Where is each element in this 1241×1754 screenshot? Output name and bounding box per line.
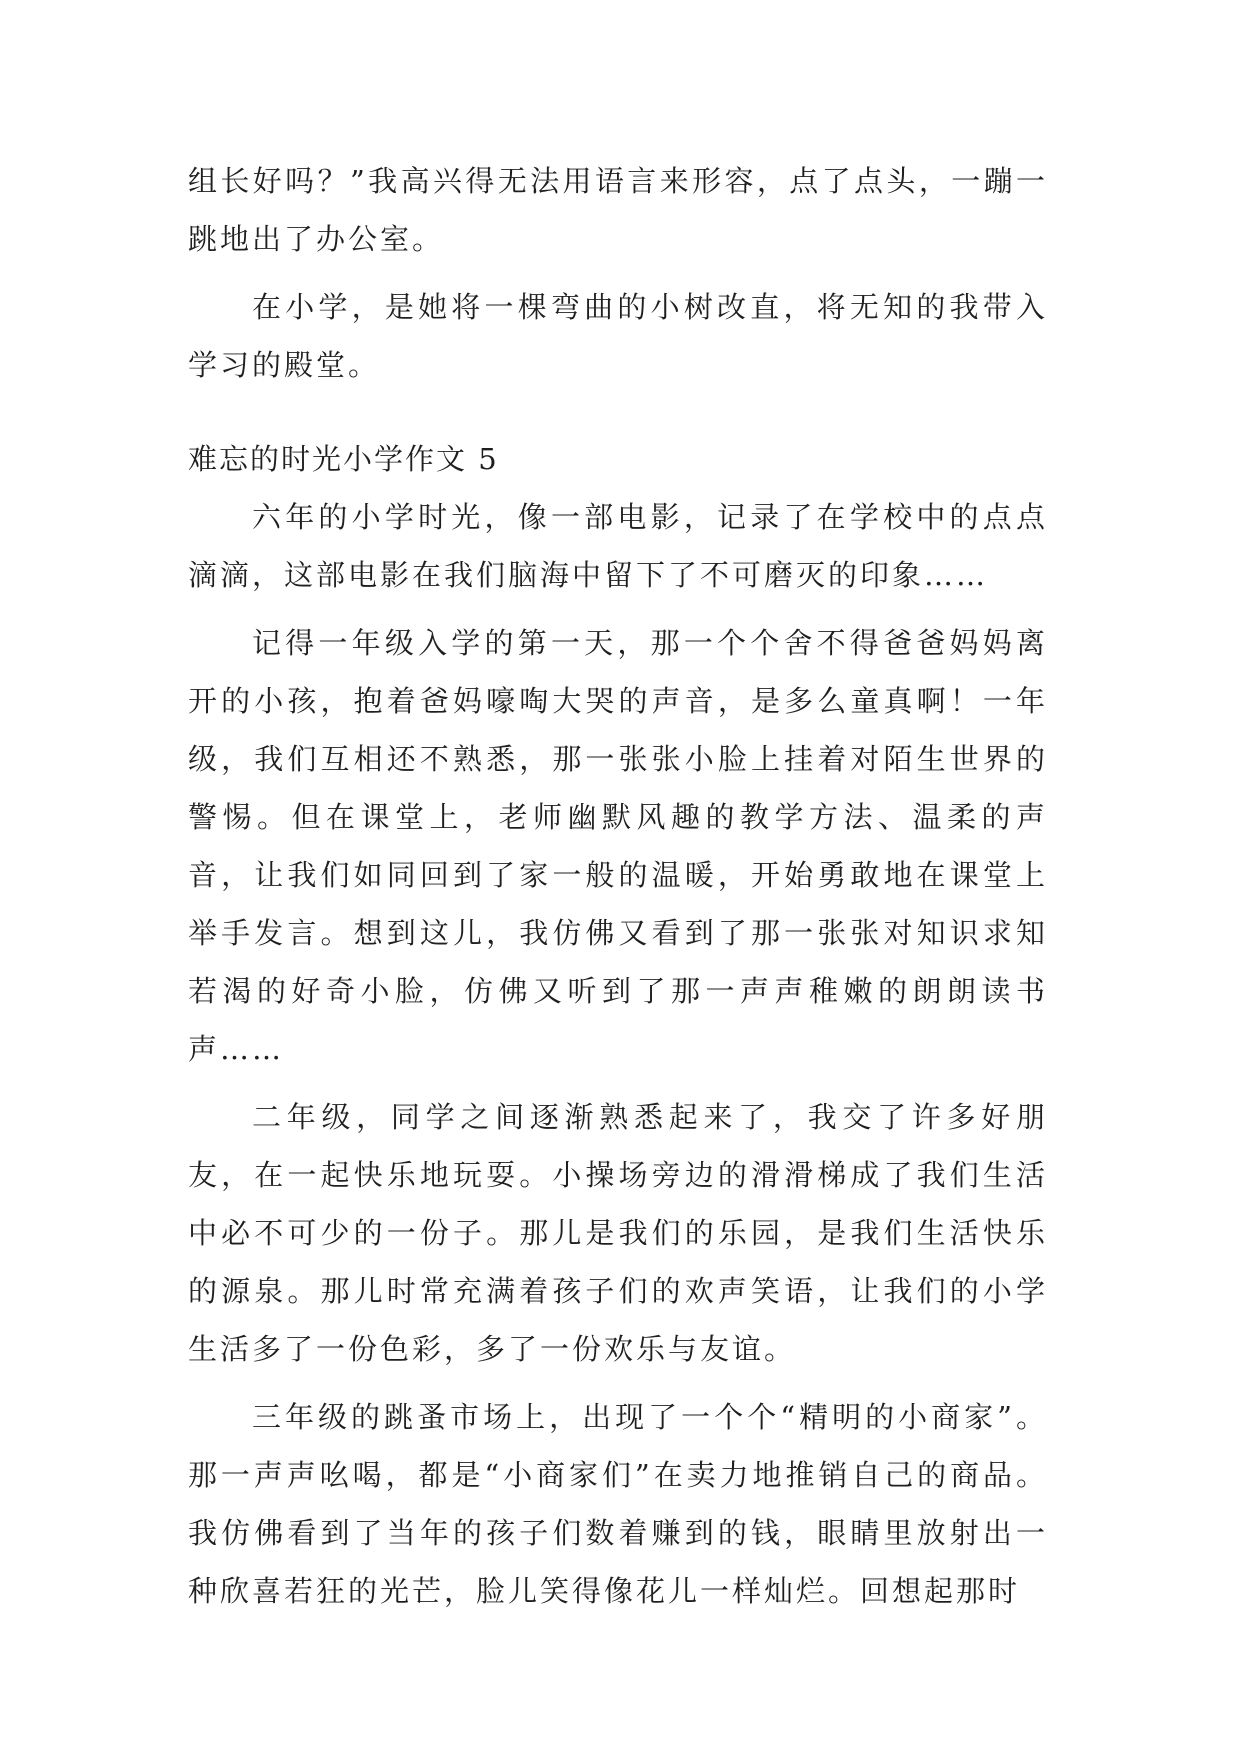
paragraph: 在小学，是她将一棵弯曲的小树改直，将无知的我带入学习的殿堂。 (188, 290, 1048, 382)
document-body (188, 152, 1048, 1630)
paragraph-continued: 组长好吗？”我高兴得无法用语言来形容，点了点头，一蹦一跳地出了办公室。 (188, 164, 1048, 256)
paragraph: 二年级，同学之间逐渐熟悉起来了，我交了许多好朋友，在一起快乐地玩耍。小操场旁边的滑滑梯成了我们生活中必不可少的一份子。那儿是我们的乐园，是我们生活快乐的源泉。那儿时常充满着孩子们的欢声笑语，让我们的小学生活多了一份色彩，多了一份欢乐与友谊。 (188, 1100, 1048, 1366)
paragraph: 记得一年级入学的第一天，那一个个舍不得爸爸妈妈离开的小孩，抱着爸妈嚎啕大哭的声音，是多么童真啊！一年级，我们互相还不熟悉，那一张张小脸上挂着对陌生世界的警惕。但在课堂上，老师幽默风趣的教学方法、温柔的声音，让我们如同回到了家一般的温暖，开始勇敢地在课堂上举手发言。想到这儿，我仿佛又看到了那一张张对知识求知若渴的好奇小脸，仿佛又听到了那一声声稚嫩的朗朗读书声…… (188, 626, 1048, 1066)
section-title: 难忘的时光小学作文 5 (188, 442, 499, 476)
paragraph: 六年的小学时光，像一部电影，记录了在学校中的点点滴滴，这部电影在我们脑海中留下了不可磨灭的印象…… (188, 500, 1048, 592)
paragraph: 三年级的跳蚤市场上，出现了一个个“精明的小商家”。那一声声吆喝，都是“小商家们”在卖力地推销自己的商品。我仿佛看到了当年的孩子们数着赚到的钱，眼睛里放射出一种欣喜若狂的光芒，脸儿笑得像花儿一样灿烂。回想起那时 (188, 1400, 1048, 1608)
